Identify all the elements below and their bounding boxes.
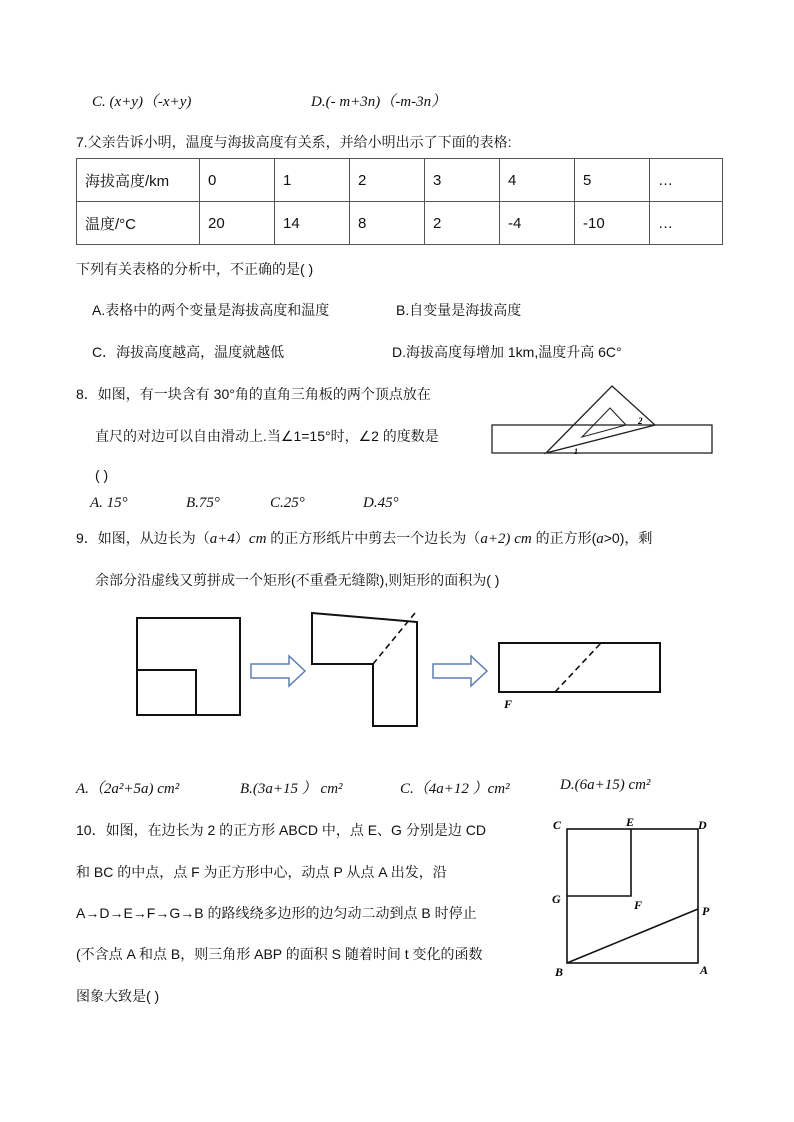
path-e-f-g <box>567 829 631 896</box>
q7-option-b: B.自变量是海拔高度 <box>396 302 522 318</box>
label-p: P <box>702 904 710 918</box>
label-e: E <box>626 815 635 829</box>
q8-option-b: B.75° <box>186 495 220 511</box>
arrow-2 <box>433 656 487 686</box>
q8-option-a: A. 15° <box>90 495 128 511</box>
table-row: 温度/°C 20 14 8 2 -4 -10 … <box>77 202 723 245</box>
label-g: G <box>552 892 561 906</box>
q7-option-a: A.表格中的两个变量是海拔高度和温度 <box>92 302 330 318</box>
q7-stem: 7.父亲告诉小明，温度与海拔高度有关系，并给小明出示了下面的表格: <box>76 134 512 150</box>
q10-line-5: 图象大致是( ) <box>76 988 160 1004</box>
q10-line-1: 10．如图，在边长为 2 的正方形 ABCD 中，点 E、G 分别是边 CD <box>76 822 486 838</box>
q9-option-a: A.（2a²+5a) cm² <box>76 781 180 797</box>
arrow-1 <box>251 656 305 686</box>
label-c: C <box>553 818 562 832</box>
q9-option-d: D.(6a+15) cm² <box>560 777 651 793</box>
label-d: D <box>698 818 707 832</box>
segment-bp <box>567 909 698 963</box>
q10-line-4: (不含点 A 和点 B，则三角形 ABP 的面积 S 随着时间 t 变化的函数 <box>76 946 483 962</box>
q7-option-c: C．海拔高度越高，温度就越低 <box>92 344 285 360</box>
q8-line-1: 8．如图，有一块含有 30°角的直角三角板的两个顶点放在 <box>76 386 431 402</box>
q9-square-cut-figure <box>130 610 670 720</box>
set-square-edge <box>546 425 655 453</box>
label-f: F <box>504 697 513 711</box>
angle-2-label: 2 <box>638 416 643 426</box>
q8-option-d: D.45° <box>363 495 399 511</box>
small-square <box>137 670 196 715</box>
set-square-inner <box>582 408 626 437</box>
q9-line-2: 余部分沿虚线又剪拼成一个矩形(不重叠无缝隙),则矩形的面积为( ) <box>95 572 500 588</box>
q8-line-2: 直尺的对边可以自由滑动上.当∠1=15°时，∠2 的度数是 <box>95 428 439 444</box>
q10-line-3: A→D→E→F→G→B 的路线绕多边形的边匀动二动到点 B 时停止 <box>76 905 477 921</box>
rectangle <box>499 643 660 692</box>
q9-line-1: 9．如图，从边长为（a+4）cm 的正方形纸片中剪去一个边长为（a+2) cm 的正方形(a>0)，剩 <box>76 530 653 547</box>
q7-question: 下列有关表格的分析中，不正确的是( ) <box>76 261 314 277</box>
q6-option-c: C. (x+y)（-x+y) <box>92 94 192 110</box>
q7-option-d: D.海拔高度每增加 1km,温度升高 6C° <box>392 344 622 360</box>
q10-line-2: 和 BC 的中点，点 F 为正方形中心，动点 P 从点 A 出发，沿 <box>76 864 447 880</box>
q8-line-3: ( ) <box>95 467 109 483</box>
table-row: 海拔高度/km 0 1 2 3 4 5 … <box>77 159 723 202</box>
angle-1-label: 1 <box>574 447 578 456</box>
label-f: F <box>634 898 643 912</box>
q8-option-c: C.25° <box>270 495 305 511</box>
q9-option-b: B.(3a+15 ） cm² <box>240 781 343 797</box>
q6-option-d: D.(- m+3n)（-m-3n） <box>311 94 447 110</box>
q9-option-c: C.（4a+12 ）cm² <box>400 781 510 797</box>
q10-square-abcd-figure <box>550 812 720 980</box>
altitude-temperature-table <box>76 158 723 245</box>
q8-ruler-triangle-figure <box>490 382 716 460</box>
big-square <box>137 618 240 715</box>
rectangle-cut-line <box>555 643 601 692</box>
label-a: A <box>700 963 709 977</box>
label-b: B <box>555 965 564 979</box>
